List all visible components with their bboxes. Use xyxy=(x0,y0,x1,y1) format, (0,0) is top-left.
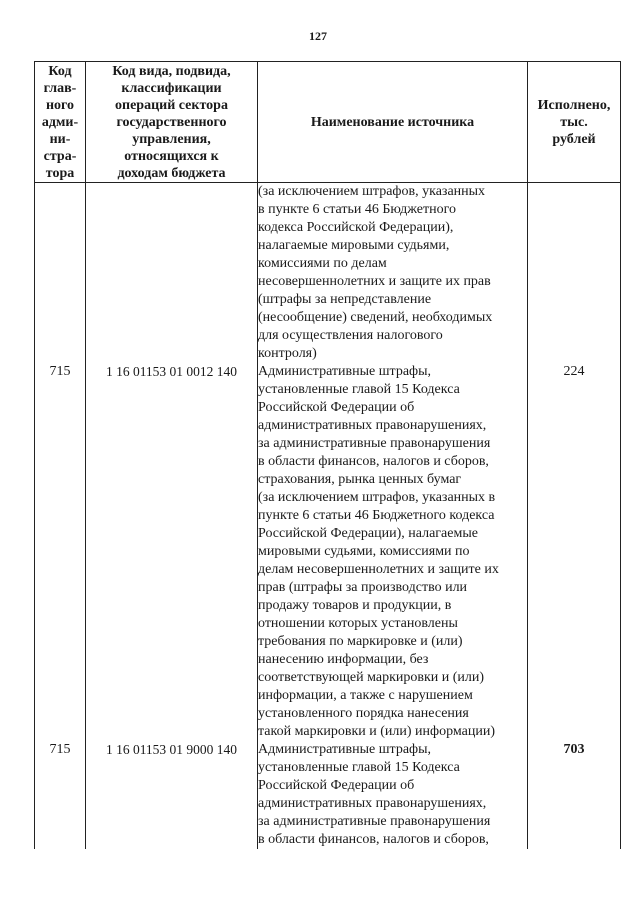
cell-code xyxy=(86,183,258,364)
page-number: 127 xyxy=(309,29,327,43)
revenue-table xyxy=(34,61,621,849)
header-classification-code: Код вида, подвида, классификации операций сектора государственного управления, относящихся к доходам бюджета xyxy=(86,62,258,183)
cell-admin: 715 xyxy=(35,741,86,849)
cell-admin xyxy=(35,183,86,364)
cell-name: (за исключением штрафов, указанных в пункте 6 статьи 46 Бюджетного кодекса Российской Федерации), налагаемые мировыми судьями, комиссиями по делам несовершеннолетних и защите их прав (штрафы за непредставление (несообщение) сведений, необходимых для осуществления налогового контроля) xyxy=(258,183,528,364)
cell-admin: 715 xyxy=(35,363,86,741)
table-row xyxy=(35,741,621,849)
cell-name: Административные штрафы, установленные главой 15 Кодекса Российской Федерации об административных правонарушениях, за административные правонарушения в области финансов, налогов и сборов, xyxy=(258,741,528,849)
table-row xyxy=(35,363,621,741)
header-admin-code: Код глав- ного адми- ни- стра- тора xyxy=(35,62,86,183)
cell-amount xyxy=(528,183,621,364)
header-executed-amount: Исполнено, тыс. рублей xyxy=(528,62,621,183)
table-header-row xyxy=(35,62,621,183)
table-row-continuation xyxy=(35,183,621,364)
cell-amount: 703 xyxy=(528,741,621,849)
cell-code: 1 16 01153 01 0012 140 xyxy=(86,363,258,741)
cell-amount: 224 xyxy=(528,363,621,741)
header-source-name: Наименование источника xyxy=(258,62,528,183)
cell-name: Административные штрафы, установленные главой 15 Кодекса Российской Федерации об административных правонарушениях, за административные правонарушения в области финансов, налогов и сборов, страхования, рынка ценных бумаг (за исключением штрафов, указанных в пункте 6 статьи 46 Бюджетного кодекса Российской Федерации), налагаемые мировыми судьями, комиссиями по делам несовершеннолетних и защите их прав (штрафы за производство или продажу товаров и продукции, в отношении которых установлены требования по маркировке и (или) нанесению информации, без соответствующей маркировки и (или) информации, а также с нарушением установленного порядка нанесения такой маркировки и (или) информации) xyxy=(258,363,528,741)
cell-code: 1 16 01153 01 9000 140 xyxy=(86,741,258,849)
